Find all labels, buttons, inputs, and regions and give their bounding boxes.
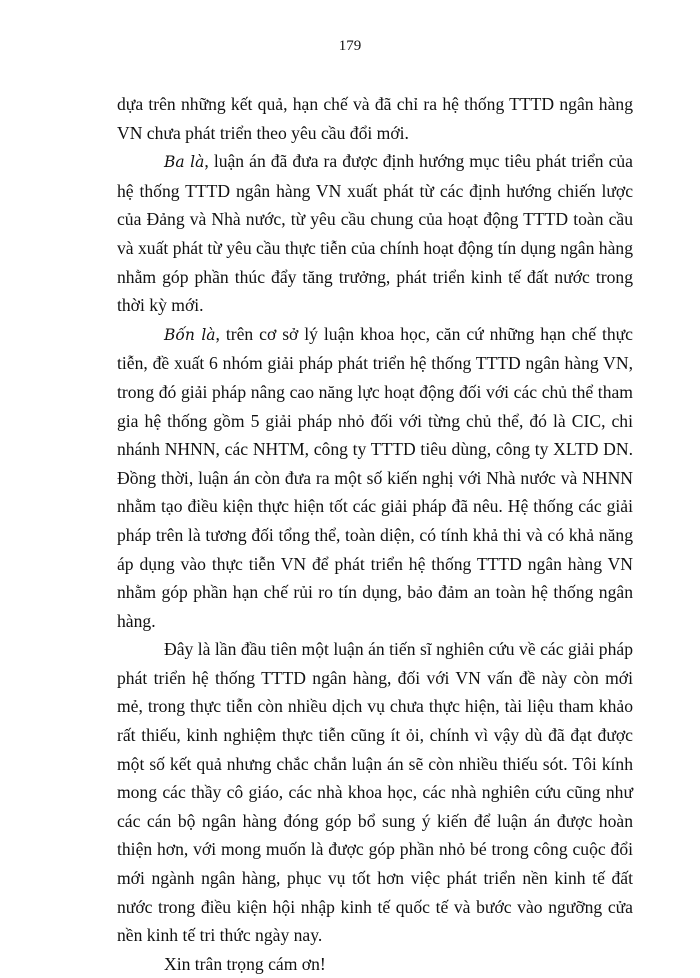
paragraph-text: Đây là lần đầu tiên một luận án tiến sĩ nghiên cứu về các giải pháp phát triển hệ thống TTTD ngân hàng, đối với VN vấn đề này còn mới mẻ, trong thực tiễn còn nhiều dịch vụ chưa thực hiện, tài liệu tham khảo rất thiếu, kinh nghiệm thực tiễn cũng ít ỏi, chính vì vậy dù đã đạt được một số kết quả nhưng chắc chắn luận án sẽ còn nhiều thiếu sót. Tôi kính mong các thầy cô giáo, các nhà khoa học, các nhà nghiên cứu cũng như các cán bộ ngân hàng đóng góp bổ sung ý kiến để luận án được hoàn thiện hơn, với mong muốn là được góp phần nhỏ bé trong công cuộc đổi mới ngành ngân hàng, phục vụ tốt hơn việc phát triển nền kinh tế đất nước trong điều kiện hội nhập kinh tế quốc tế và bước vào ngưỡng cửa nền kinh tế tri thức ngày nay. (117, 639, 633, 946)
paragraph-text: dựa trên những kết quả, hạn chế và đã chỉ ra hệ thống TTTD ngân hàng VN chưa phát triển theo yêu cầu đổi mới. (117, 94, 633, 143)
paragraph-conclusion-continued (117, 90, 633, 147)
paragraph-text: , luận án đã đưa ra được định hướng mục tiêu phát triển của hệ thống TTTD ngân hàng VN xuất phát từ các định hướng chiến lược của Đảng và Nhà nước, từ yêu cầu chung của hoạt động TTTD toàn cầu và xuất phát từ yêu cầu thực tiễn của chính hoạt động tín dụng ngân hàng nhằm góp phần thúc đẩy tăng trưởng, phát triển kinh tế đất nước trong thời kỳ mới. (117, 151, 633, 316)
paragraph-fourth-point (117, 320, 633, 636)
paragraph-text: , trên cơ sở lý luận khoa học, căn cứ những hạn chế thực tiễn, đề xuất 6 nhóm giải pháp phát triển hệ thống TTTD ngân hàng VN, trong đó giải pháp nâng cao năng lực hoạt động đối với các chủ thể tham gia hệ thống gồm 5 giải pháp nhỏ đối với từng chủ thể, đó là CIC, chi nhánh NHNN, các NHTM, công ty TTTD tiêu dùng, công ty XLTD DN. Đồng thời, luận án còn đưa ra một số kiến nghị với Nhà nước và NHNN nhằm tạo điều kiện thực hiện tốt các giải pháp đã nêu. Hệ thống các giải pháp trên là tương đối tổng thể, toàn diện, có tính khả thi và có khả năng áp dụng vào thực tiễn VN để phát triển hệ thống TTTD ngân hàng VN nhằm góp phần hạn chế rủi ro tín dụng, bảo đảm an toàn hệ thống ngân hàng. (117, 323, 633, 631)
paragraph-lead: Ba là (164, 153, 205, 172)
paragraph-thanks (117, 950, 633, 978)
paragraph-text: Xin trân trọng cám ơn! (164, 953, 326, 974)
paragraph-closing-remarks (117, 635, 633, 950)
paragraph-third-point (117, 147, 633, 320)
body-text (117, 90, 633, 978)
page-number: 179 (338, 38, 362, 54)
paragraph-lead: Bốn là (164, 325, 216, 344)
